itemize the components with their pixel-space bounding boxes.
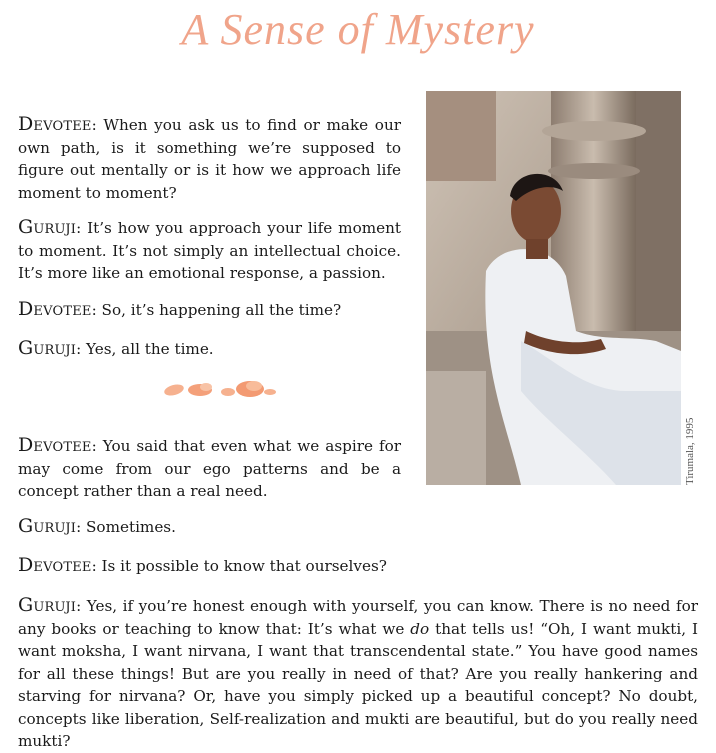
dialogue-text: : It’s how you approach your life moment to moment. It’s not simply an intellectual choice. It’s more like an emotional response, a passion. — [18, 219, 401, 282]
speaker-label: Devotee — [18, 113, 92, 135]
dialogue-paragraph-1 — [18, 113, 401, 204]
speaker-label: Guruji — [18, 515, 77, 537]
dialogue-text: that tells us! “Oh, I want mukti, I want moksha, I want nirvana, I want that transcendental state.” You have good names for all these things! But are you really in need of that? Are you really hankering and starving for nirvana? Or, have you simply picked up a beautiful concept? No doubt, concepts like liberation, Self-realization and mukti are beautiful, but do you really need mukti? — [18, 619, 698, 750]
speaker-label: Devotee — [18, 554, 92, 576]
dialogue-text: : So, it’s happening all the time? — [91, 301, 342, 319]
guruji-photo — [426, 91, 681, 485]
dialogue-text: : When you ask us to find or make our own path, is it something we’re supposed to figure out mentally or is it how we approach life moment to moment? — [18, 116, 401, 202]
emphasis-text: do — [410, 619, 430, 638]
speaker-label: Devotee — [18, 434, 92, 456]
dialogue-paragraph-4 — [18, 337, 401, 361]
dialogue-text: : Yes, all the time. — [76, 340, 214, 358]
dialogue-text: : Yes, if you’re honest enough with yourself, you can know. There is no need for any books or teaching to know that: It’s what we — [18, 597, 698, 638]
dialogue-paragraph-3 — [18, 298, 401, 322]
dialogue-paragraph-2 — [18, 216, 401, 285]
dialogue-text: : Is it possible to know that ourselves? — [91, 557, 387, 575]
speaker-label: Guruji — [18, 216, 77, 238]
photo-caption: Tirumala, 1995 — [684, 417, 696, 485]
speaker-label: Guruji — [18, 594, 77, 616]
flower-ornament-icon — [162, 376, 282, 400]
dialogue-text: : Sometimes. — [76, 518, 176, 536]
dialogue-text: : You said that even what we aspire for may come from our ego patterns and be a concept rather than a real need. — [18, 437, 401, 500]
dialogue-paragraph-8 — [18, 594, 698, 753]
speaker-label: Devotee — [18, 298, 92, 320]
dialogue-paragraph-7 — [18, 554, 401, 578]
dialogue-paragraph-5 — [18, 434, 401, 503]
dialogue-paragraph-6 — [18, 515, 401, 539]
speaker-label: Guruji — [18, 337, 77, 359]
page-title: A Sense of Mystery — [181, 5, 535, 54]
